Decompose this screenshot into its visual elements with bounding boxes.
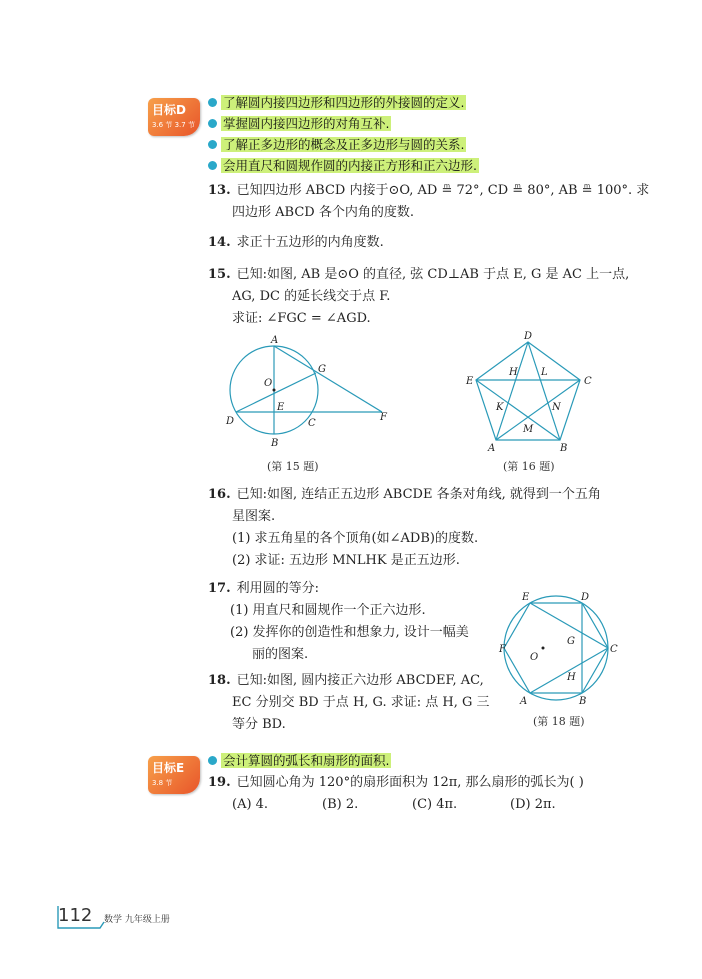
goal-e-badge-sub: 3.8 节: [152, 779, 173, 787]
fig15-label-d: D: [226, 416, 235, 427]
question-19-option-b: (B) 2.: [322, 797, 359, 812]
question-19: 19. 已知圆心角为 120°的扇形面积为 12π, 那么扇形的弧长为( ): [208, 775, 584, 790]
fig16-label-c: C: [584, 376, 592, 387]
figure-15-caption: (第 15 题): [267, 460, 319, 473]
fig15-label-o: O: [264, 378, 273, 389]
question-15-line3: 求证: ∠FGC = ∠AGD.: [232, 311, 371, 326]
goal-d-item: 了解圆内接四边形和四边形的外接圆的定义.: [208, 94, 466, 112]
bullet-icon: [208, 119, 217, 128]
fig16-label-l: L: [541, 367, 548, 378]
fig16-label-b: B: [560, 443, 568, 454]
fig16-label-a: A: [488, 443, 496, 454]
figure-16-caption: (第 16 题): [503, 460, 555, 473]
goal-e-item: 会计算圆的弧长和扇形的面积.: [208, 752, 391, 770]
fig15-label-a: A: [271, 335, 279, 346]
fig15-label-e: E: [277, 402, 285, 413]
page-number: 112: [58, 905, 93, 926]
fig15-label-f: F: [380, 412, 387, 423]
question-18-line2: EC 分别交 BD 于点 H, G. 求证: 点 H, G 三: [232, 695, 490, 710]
fig16-label-d: D: [524, 331, 533, 342]
question-17-line2: (1) 用直尺和圆规作一个正六边形.: [230, 603, 426, 618]
goal-e-badge-title: 目标E: [152, 761, 185, 775]
fig15-label-b: B: [271, 438, 279, 449]
fig16-label-e: E: [466, 376, 474, 387]
fig15-label-c: C: [308, 418, 316, 429]
goal-e-badge: [148, 756, 200, 794]
question-13-line2: 四边形 ABCD 各个内角的度数.: [232, 205, 414, 220]
figure-18-caption: (第 18 题): [533, 715, 585, 728]
figure-15: [222, 330, 397, 455]
question-17-line3: (2) 发挥你的创造性和想象力, 设计一幅美: [230, 625, 469, 640]
goal-d-item: 掌握圆内接四边形的对角互补.: [208, 115, 391, 133]
fig16-label-m: M: [523, 424, 534, 435]
fig18-label-e: E: [522, 592, 530, 603]
question-18: 18. 已知:如图, 圆内接正六边形 ABCDEF, AC,: [208, 673, 484, 688]
fig16-label-h: H: [509, 367, 518, 378]
question-15-line2: AG, DC 的延长线交于点 F.: [232, 289, 391, 304]
bullet-icon: [208, 756, 217, 765]
fig15-label-g: G: [318, 364, 326, 375]
question-16-line3: (1) 求五角星的各个顶角(如∠ADB)的度数.: [232, 531, 479, 546]
goal-d-badge-sub: 3.6 节 3.7 节: [152, 121, 195, 129]
goal-d-item: 了解正多边形的概念及正多边形与圆的关系.: [208, 136, 466, 154]
fig18-label-c: C: [610, 644, 618, 655]
bullet-icon: [208, 161, 217, 170]
fig18-label-g: G: [567, 636, 575, 647]
fig16-label-n: N: [552, 402, 561, 413]
fig16-label-k: K: [496, 402, 504, 413]
question-18-line3: 等分 BD.: [232, 717, 286, 732]
question-19-option-d: (D) 2π.: [510, 797, 556, 812]
fig18-label-f: F: [499, 644, 506, 655]
goal-d-item: 会用直尺和圆规作圆的内接正方形和正六边形.: [208, 157, 479, 175]
book-title: 数学 九年级上册: [104, 915, 170, 925]
goal-d-badge: [148, 98, 200, 136]
fig18-label-h: H: [567, 672, 576, 683]
fig18-label-a: A: [520, 696, 528, 707]
question-17-line4: 丽的图案.: [252, 647, 309, 662]
fig18-label-d: D: [581, 592, 590, 603]
question-13: 13. 已知四边形 ABCD 内接于⊙O, AD ≞ 72°, CD ≞ 80°, AB ≞ 100°. 求: [208, 183, 650, 198]
bullet-icon: [208, 140, 217, 149]
question-14: 14. 求正十五边形的内角度数.: [208, 235, 384, 250]
figure-18: [500, 588, 625, 710]
question-19-option-a: (A) 4.: [232, 797, 269, 812]
question-16-line4: (2) 求证: 五边形 MNLHK 是正五边形.: [232, 553, 460, 568]
question-17: 17. 利用圆的等分:: [208, 581, 320, 596]
question-16: 16. 已知:如图, 连结正五边形 ABCDE 各条对角线, 就得到一个五角: [208, 487, 601, 502]
figure-16: [462, 330, 597, 455]
question-15: 15. 已知:如图, AB 是⊙O 的直径, 弦 CD⊥AB 于点 E, G 是 AC 上一点,: [208, 267, 630, 282]
question-16-line2: 星图案.: [232, 509, 276, 524]
goal-d-badge-title: 目标D: [152, 103, 186, 117]
bullet-icon: [208, 98, 217, 107]
fig18-label-b: B: [579, 696, 587, 707]
question-19-option-c: (C) 4π.: [412, 797, 458, 812]
fig18-label-o: O: [530, 652, 539, 663]
